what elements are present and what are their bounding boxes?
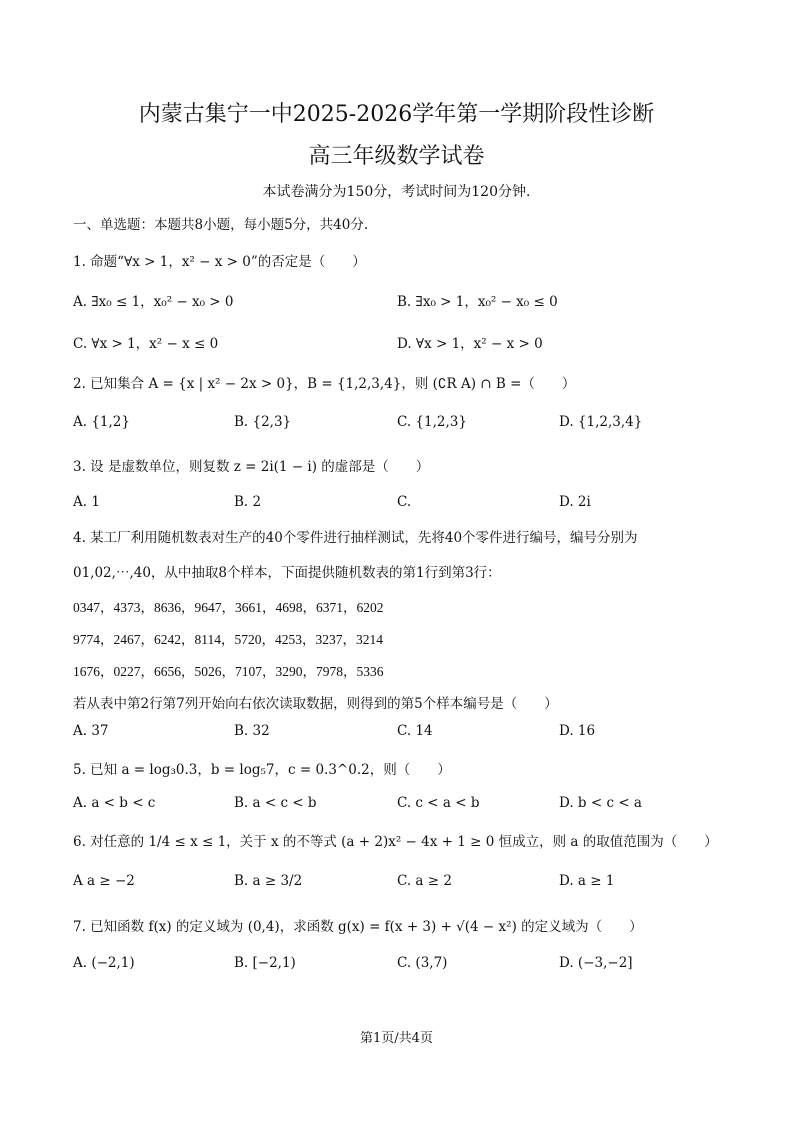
question-7-option-a: A. (−2,1)	[73, 955, 135, 971]
exam-subtitle: 高三年级数学试卷	[308, 144, 485, 169]
question-4-stem-line-1: 4. 某工厂利用随机数表对生产的40个零件进行抽样测试，先将40个零件进行编号，编号分别为	[73, 530, 638, 546]
random-table-row-3: 1676，0227，6656，5026，7107，3290，7978，5336	[73, 664, 384, 679]
question-5-option-b: B. a < c < b	[234, 795, 317, 811]
question-1-option-a: A. ∃x₀ ≤ 1，x₀² − x₀ > 0	[73, 294, 234, 310]
question-2-option-d: D. {1,2,3,4}	[559, 414, 643, 430]
question-6-option-a: A a ≥ −2	[73, 873, 135, 889]
question-7-option-c: C. (3,7)	[397, 955, 448, 971]
question-3-option-a: A. 1	[73, 494, 100, 510]
question-1-option-b: B. ∃x₀ > 1，x₀² − x₀ ≤ 0	[397, 294, 558, 310]
question-2-option-c: C. {1,2,3}	[397, 414, 467, 430]
section-heading: 一、单选题：本题共8小题，每小题5分，共40分.	[73, 217, 369, 233]
question-6-option-c: C. a ≥ 2	[397, 873, 452, 889]
question-6-option-b: B. a ≥ 3/2	[234, 873, 303, 889]
question-4-question: 若从表中第2行第7列开始向右依次读取数据，则得到的第5个样本编号是（ ）	[73, 696, 558, 712]
exam-title: 内蒙古集宁一中2025-2026学年第一学期阶段性诊断	[138, 102, 655, 127]
question-4-option-d: D. 16	[559, 723, 596, 739]
question-7-option-b: B. [−2,1)	[234, 955, 296, 971]
question-2-option-a: A. {1,2}	[73, 414, 130, 430]
random-table-row-1: 0347，4373，8636，9647，3661，4698，6371，6202	[73, 600, 384, 615]
question-6-stem: 6. 对任意的 1/4 ≤ x ≤ 1，关于 x 的不等式 (a + 2)x² − 4x + 1 ≥ 0 恒成立，则 a 的取值范围为（ ）	[73, 834, 718, 850]
question-4-stem-line-2: 01,02,⋯,40，从中抽取8个样本，下面提供随机数表的第1行到第3行：	[73, 565, 501, 581]
question-4-option-b: B. 32	[234, 723, 270, 739]
question-1-stem: 1. 命题“∀x > 1，x² − x > 0”的否定是（ ）	[73, 254, 366, 270]
question-5-option-d: D. b < c < a	[559, 795, 642, 811]
question-5-option-a: A. a < b < c	[73, 795, 156, 811]
question-1-option-c: C. ∀x > 1，x² − x ≤ 0	[73, 336, 219, 352]
random-table-row-2: 9774，2467，6242，8114，5720，4253，3237，3214	[73, 632, 383, 647]
question-4-option-a: A. 37	[73, 723, 109, 739]
question-1-option-d: D. ∀x > 1，x² − x > 0	[397, 336, 543, 352]
exam-info: 本试卷满分为150分，考试时间为120分钟.	[262, 184, 531, 200]
question-2-option-b: B. {2,3}	[234, 414, 292, 430]
question-3-option-c: C.	[397, 494, 412, 510]
question-7-option-d: D. (−3,−2]	[559, 955, 633, 971]
question-5-stem: 5. 已知 a = log₃0.3，b = log₅7，c = 0.3^0.2，则（ ）	[73, 762, 451, 778]
question-3-option-d: D. 2i	[559, 494, 591, 510]
question-5-option-c: C. c < a < b	[397, 795, 480, 811]
question-6-option-d: D. a ≥ 1	[559, 873, 615, 889]
question-2-stem: 2. 已知集合 A = {x | x² − 2x > 0}，B = {1,2,3,4}，则 (∁R A) ∩ B =（ ）	[73, 376, 576, 392]
question-3-stem: 3. 设 是虚数单位，则复数 z = 2i(1 − i) 的虚部是（ ）	[73, 459, 430, 475]
question-7-stem: 7. 已知函数 f(x) 的定义域为 (0,4)，求函数 g(x) = f(x + 3) + √(4 − x²) 的定义域为（ ）	[73, 919, 643, 935]
question-4-option-c: C. 14	[397, 723, 433, 739]
page-footer: 第1页/共4页	[360, 1031, 433, 1046]
question-3-option-b: B. 2	[234, 494, 262, 510]
